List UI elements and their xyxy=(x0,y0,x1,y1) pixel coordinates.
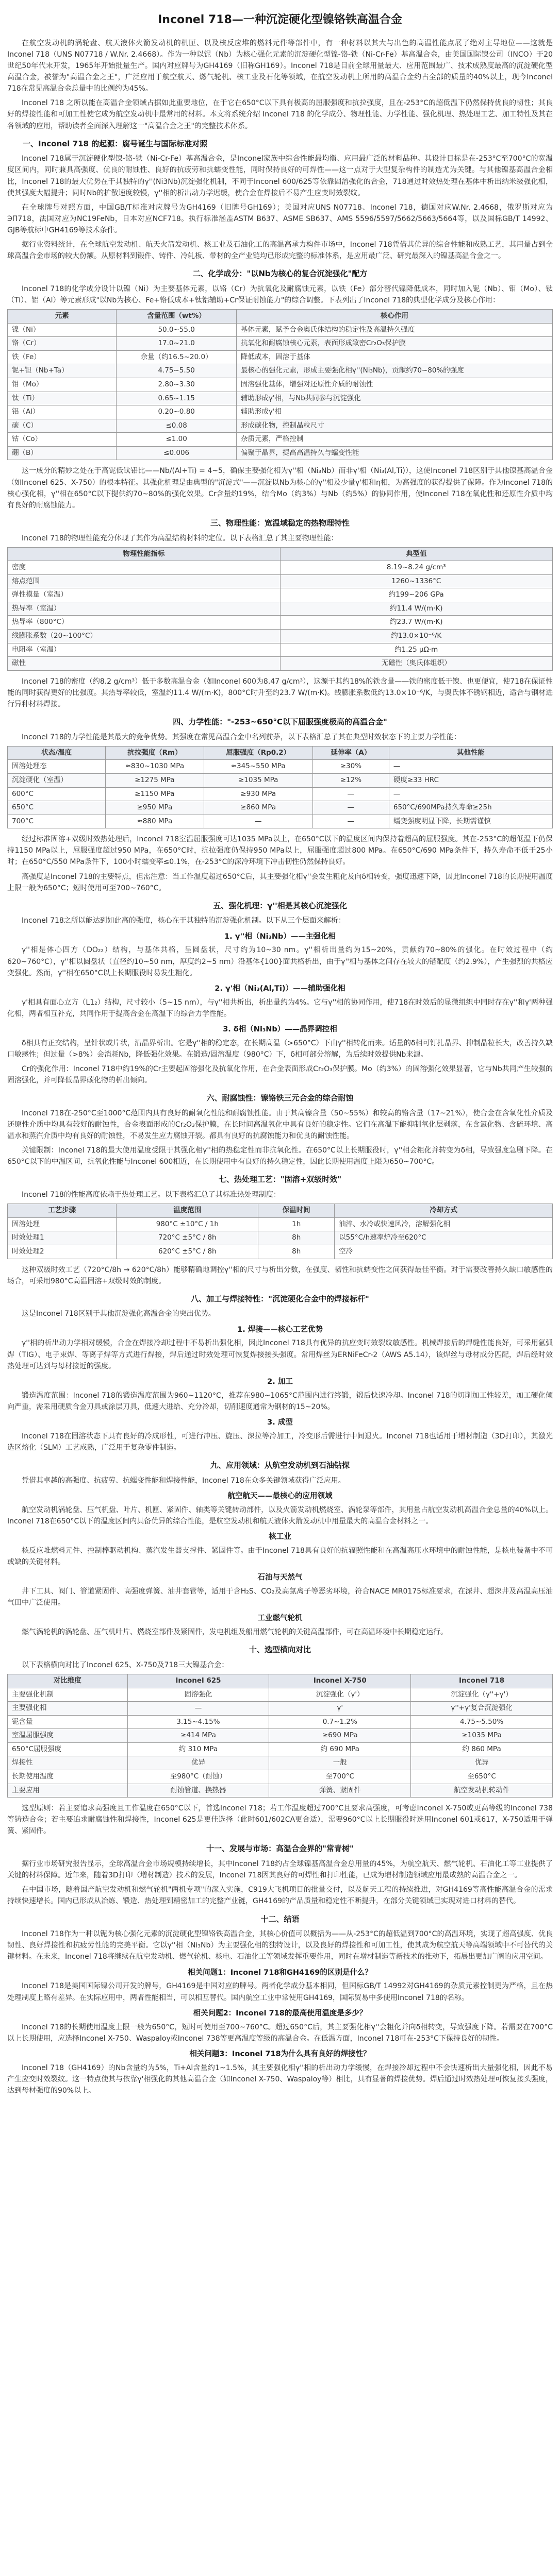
table-cell: 铌+钽（Nb+Ta） xyxy=(8,364,117,378)
table-cell: 8h xyxy=(258,1245,335,1259)
table-cell: 弹簧、紧固件 xyxy=(269,1784,411,1798)
table-header-cell: 工艺步骤 xyxy=(8,1204,117,1218)
table-cell: ≤0.006 xyxy=(117,446,237,460)
table-cell: 8.19~8.24 g/cm³ xyxy=(280,561,553,575)
title-en: Inconel 718 xyxy=(158,13,232,26)
section-6-heading: 六、耐腐蚀性：镍铬铁三元合金的综合耐蚀 xyxy=(206,1093,354,1103)
table-row xyxy=(8,446,553,460)
table-cell: 磁性 xyxy=(8,657,281,671)
table-row xyxy=(8,1217,553,1231)
section-5-1-paragraph: γ''相是体心四方（DO₂₂）结构，与基体共格，呈圆盘状，尺寸约为10~30 nm。γ''相析出量约为15~20%，贡献约70~80%的强化。在时效过程中（约620~760°C），γ''相以圆盘状（直径约10~50 nm，厚度约2~5 nm）沿基体{100}面共格析出，由于γ''相与基体之间存在较大的错配度（约2.9%），产生强烈的共格应变强化。然而，γ''相在650°C以上长期服役时易发生粗化。 xyxy=(7,946,553,977)
table-cell: 辅助形成γ'相 xyxy=(236,405,552,419)
table-row xyxy=(8,1688,553,1702)
table-cell: — xyxy=(127,1702,269,1716)
section-4-paragraph: Inconel 718的力学性能是其最大的竞争优势。其强度在常见高温合金中名列前茅，以下表格汇总了其在典型时效状态下的主要力学性能： xyxy=(22,733,461,741)
table-cell: 约 310 MPa xyxy=(127,1742,269,1756)
table-row xyxy=(8,323,553,337)
section-5-2-paragraph: γ'相具有面心立方（L1₂）结构，尺寸较小（5~15 nm），与γ''相共析出，析出量约为4%。它与γ''相的协同作用，使718在时效后的显微组织中同时存在γ''和γ'两种强化相，两者相互补充，共同作用于提高合金在高温下的综合力学性能。 xyxy=(7,998,553,1018)
comparison-table xyxy=(7,1674,553,1798)
table-cell: 电阻率（室温） xyxy=(8,643,281,657)
table-cell: ≥690 MPa xyxy=(269,1729,411,1743)
section-5-heading: 五、强化机理：γ''相是其核心沉淀强化 xyxy=(213,901,347,910)
table-row xyxy=(8,561,553,575)
table-cell: 固溶强化 xyxy=(127,1688,269,1702)
section-1-heading: 一、Inconel 718 的起源：腐号诞生与国际标准对照 xyxy=(23,139,208,148)
table-cell: 硼（B） xyxy=(8,446,117,460)
table-cell: 1260~1336°C xyxy=(280,574,553,588)
section-8-heading: 八、加工与焊接特性："沉淀硬化合金中的焊接标杆" xyxy=(191,1294,369,1303)
table-row xyxy=(8,1756,553,1770)
table-cell: ≈880 MPa xyxy=(106,815,204,828)
table-cell: γ''+γ'复合沉淀强化 xyxy=(411,1702,553,1716)
table-row xyxy=(8,1784,553,1798)
table-cell: 4.75~5.50% xyxy=(411,1715,553,1729)
section-8-1-heading: 1. 焊接——核心工艺优势 xyxy=(237,1325,323,1334)
section-8-intro: 这是Inconel 718区别于其他沉淀强化高温合金的突出优势。 xyxy=(22,1310,216,1318)
faq-1-heading: 相关问题1：Inconel 718和GH4169的区别是什么？ xyxy=(188,1968,372,1977)
table-row xyxy=(8,760,553,774)
section-5-3-heading: 3. δ相（Ni₃Nb）——晶界调控相 xyxy=(223,1025,337,1033)
table-cell: 形成碳化物，控制晶粒尺寸 xyxy=(236,419,552,433)
section-12-paragraph: Inconel 718作为一种以铌为核心强化元素的沉淀硬化型镍铬铁高温合金，其核心价值可以概括为——从-253°C的超低温到700°C的高温环境，实现了超高强度、优良韧性、良好焊接性和抗疲劳性能的完美平衡。它以γ''相（Ni₃Nb）为主要强化相的独特设计，以及良好的焊接性和可加工性，使其成为航空航天等高端领域中不可替代的关键材料。在未来，Inconel 718将继续在航空发动机、燃气轮机、核电、石油化工等领域发挥重要作用，同时在增材制造等新技术的推动下，拓展出更加广阔的应用空间。 xyxy=(7,1930,553,1961)
table-cell: 约23.7 W/(m·K) xyxy=(280,616,553,630)
table-header-cell: 核心作用 xyxy=(236,310,552,324)
table-header-cell: 含量范围（wt%） xyxy=(117,310,237,324)
table-cell: — xyxy=(389,760,552,774)
faq-1-answer: Inconel 718是美国国际镍公司开发的牌号，GH4169是中国对应的牌号。两者化学成分基本相同，但国标GB/T 14992对GH4169的杂质元素控制更为严格，且在热处理制度上略有差异。在实际应用中，两者性能相当，可以相互替代。国内航空工业中常使用GH4169，国际贸易中多使用Inconel 718的名称。 xyxy=(7,1982,553,2002)
table-header-cell: Inconel X-750 xyxy=(269,1674,411,1688)
section-11-heading: 十一、发展与市场：高温合金界的"常青树" xyxy=(206,1844,354,1854)
table-cell: 硬度≥33 HRC xyxy=(389,773,552,787)
section-5-2-heading: 2. γ'相（Ni₃(Al,Ti)）——辅助强化相 xyxy=(215,984,345,993)
section-2-heading: 二、化学成分："以Nb为核心的复合沉淀强化"配方 xyxy=(192,269,368,279)
section-4-paragraph: 经过标准固溶+双级时效热处理后，Inconel 718室温屈服强度可达1035 MPa以上，在650°C以下的温度区间内保持着超高的屈服强度。其在-253°C的超低温下仍保持1150 MPa以上，屈服强度超过950 MPa，在650°C时，抗拉强度仍保持950 MPa以上，屈服强度超过800 MPa。在650°C/690 MPa条件下，持久寿命不低于25小时；在650°C/550 MPa条件下，100小时蠕变率≤0.1%，在-253°C的深冷环境下冲击韧性仍然保持良好。 xyxy=(7,835,553,867)
section-12-heading: 十二、结语 xyxy=(260,1914,300,1924)
table-cell: ≥414 MPa xyxy=(127,1729,269,1743)
table-cell: 50.0~55.0 xyxy=(117,323,237,337)
table-cell: 偏聚于晶界，提高高温持久与蠕变性能 xyxy=(236,446,552,460)
table-cell: 约 690 MPa xyxy=(269,1742,411,1756)
section-8-2-heading: 2. 加工 xyxy=(267,1377,293,1386)
table-cell: 余量（约16.5~20.0） xyxy=(117,350,237,364)
table-cell: 650°C屈服强度 xyxy=(8,1742,128,1756)
application-aerospace-heading: 航空航天——最核心的应用领域 xyxy=(227,1492,333,1500)
table-cell: 650°C/690MPa持久寿命≥25h xyxy=(389,801,552,815)
table-cell: 空冷 xyxy=(335,1245,553,1259)
table-row xyxy=(8,378,553,392)
table-cell: 约 860 MPa xyxy=(411,1742,553,1756)
table-cell: 980°C ±10°C / 1h xyxy=(117,1217,258,1231)
application-oil-gas-heading: 石油与天然气 xyxy=(257,1573,303,1582)
table-cell: ≥1035 MPa xyxy=(204,773,312,787)
table-cell: 约11.4 W/(m·K) xyxy=(280,602,553,616)
table-cell: 0.7~1.2% xyxy=(269,1715,411,1729)
table-cell: 熔点范围 xyxy=(8,574,281,588)
table-cell: ≈830~1030 MPa xyxy=(106,760,204,774)
table-row xyxy=(8,602,553,616)
title-dash: — xyxy=(232,13,243,26)
section-3-paragraph: Inconel 718的物理性能充分体现了其作为高温结构材料的定位。以下表格汇总了其主要物理性能： xyxy=(22,534,338,543)
table-cell: 4.75~5.50 xyxy=(117,364,237,378)
table-cell: ≥930 MPa xyxy=(204,787,312,801)
table-header-cell: 屈服强度（Rp0.2） xyxy=(204,746,312,760)
table-cell: 室温屈服强度 xyxy=(8,1729,128,1743)
table-cell: 沉淀强化（γ''+γ'） xyxy=(411,1688,553,1702)
section-8-1-paragraph: γ''相的析出动力学相对缓慢，合金在焊接冷却过程中不易析出强化相，因此Inconel 718具有优异的抗应变时效裂纹敏感性。机械焊接后的焊缝性能良好，可采用氩弧焊（TIG）、电子束焊、等离子焊等方式进行焊接，焊后通过时效处理可恢复焊接接头强度。常用焊丝为ERNiFeCr-2（AWS A5.14），该焊丝与母材成分匹配，焊后经时效热处理可达到与母材接近的强度。 xyxy=(7,1339,553,1370)
table-row xyxy=(8,801,553,815)
section-11-paragraph: 在中国市场，随着国产航空发动机和燃气轮机"两机专项"的深入实施，C919大飞机项目的批量交付，以及航天工程的持续推进，对GH4169等高性能高温合金的需求持续快速增长。国内已形成从冶炼、锻造、热处理到精密加工的完整产业链，GH4169的产品质量和稳定性不断提升，在部分关键领域已实现对进口材料的替代。 xyxy=(7,1886,553,1906)
section-3-note: Inconel 718的密度（约8.2 g/cm³）低于多数高温合金（如Inconel 600为8.47 g/cm³），这源于其约18%的铁含量——铁的密度低于镍、也更便宜，使718在保证性能的同时获得更好的比强度。其热导率较低，室温约11.4 W/(m·K)，800°C时升至约23.7 W/(m·K)。线膨胀系数低约13.0×10⁻⁶/K，与奥氏体不锈钢相近，适合与钢材进行异种材料焊接。 xyxy=(7,677,553,708)
table-cell: 0.20~0.80 xyxy=(117,405,237,419)
table-row xyxy=(8,643,553,657)
table-row xyxy=(8,588,553,602)
table-cell: 辅助形成γ'相，与Nb共同参与沉淀强化 xyxy=(236,392,552,405)
section-4-heading: 四、力学性能："-253~650°C以下屈服强度极高的高温合金" xyxy=(173,717,387,727)
table-header-cell: 温度范围 xyxy=(117,1204,258,1218)
table-cell: 沉淀硬化（室温） xyxy=(8,773,106,787)
table-cell: 700°C xyxy=(8,815,106,828)
section-5-note: Cr的强化作用：Inconel 718中约19%的Cr主要起固溶强化及抗氧化作用，在合金表面形成Cr₂O₃保护膜。Mo（约3%）的固溶强化效果显著，它与Nb共同产生较强的固溶强化，并可降低晶界碳化物的析出倾向。 xyxy=(7,1065,553,1085)
section-6-paragraph: Inconel 718在-250°C至1000°C范围内具有良好的耐氧化性能和耐腐蚀性能。由于其高镍含量（50~55%）和较高的铬含量（17~21%），使合金在含氧化性介质及还原性介质中均具有较好的耐蚀性，合金表面形成的Cr₂O₃保护膜，在长时间高温氧化中具有良好的稳定性。它们在高温下能抑制氧化层剥落，在含氯化物、含硫环境、高温水和蒸汽介质中均有良好的耐蚀性，不易发生应力腐蚀开裂。都具有良好的抗腐蚀能力和优良的耐蚀性能。 xyxy=(7,1109,553,1141)
intro-paragraph-1: 在航空发动机的涡轮盘、航天液体火箭发动机的机匣、以及核反应堆的燃料元件等部件中，有一种材料以其大与出色的高温性能点展了绝对主导地位——这就是Inconel 718（UNS N07718 / W.Nr. 2.4668）。作为一种以铌（Nb）为核心强化元素的沉淀硬化型镍-铬-铁（Ni-Cr-Fe）基高温合金，由美国国际镍公司（INCO）于20世纪50年代末开发，1965年开始批量生产。国内对应牌号为GH4169（旧称GH169）。Inconel 718是目前全球用量最大、应用范围最广、技术成熟度最高的沉淀硬化型高温合金，被誉为"高温合金之王"，广泛应用于航空航天、燃气轮机、核工业及石化等领域，在航空发动机上所用的高温合金约占全部的质量的40%以上，现今Inconel 718在常见高温合金总量中的比例约为45%。 xyxy=(7,39,553,93)
table-cell: 弹性模量（室温） xyxy=(8,588,281,602)
table-header-cell: 典型值 xyxy=(280,547,553,561)
table-cell: 抗氧化和耐腐蚀核心元素，表面形成致密Cr₂O₃保护膜 xyxy=(236,337,552,351)
faq-2-heading: 相关问题2：Inconel 718的最高使用温度是多少？ xyxy=(193,2009,367,2018)
table-header-cell: Inconel 625 xyxy=(127,1674,269,1688)
table-cell: 碳（C） xyxy=(8,419,117,433)
table-cell: ≥1035 MPa xyxy=(411,1729,553,1743)
table-cell: 主要强化机制 xyxy=(8,1688,128,1702)
table-cell: 热导率（室温） xyxy=(8,602,281,616)
table-cell: — xyxy=(389,787,552,801)
application-aerospace-paragraph: 航空发动机涡轮盘、压气机盘、叶片、机匣、紧固件、轴类等关键转动部件，以及火箭发动机燃烧室、涡轮泵等部件，其用量占航空发动机高温合金总量的40%以上。Inconel 718在650°C以下的温度区间内具备优异的综合性能，是航空发动机和航天液体火箭发动机中用量最大的高温合金材料之一。 xyxy=(7,1505,553,1526)
table-cell: 17.0~21.0 xyxy=(117,337,237,351)
section-6-paragraph: 关键限制：Inconel 718的最大使用温度受限于其强化相γ''相的热稳定性而非抗氧化性。在650°C以上长期服役时，γ''相会粗化并转变为δ相，导致强度急剧下降。在650°C以下的中温区间，抗氧化性能与Inconel 600相近，在长期使用中有良好的持久稳定性，因此长期使用温度上限为650~700°C。 xyxy=(7,1146,553,1166)
application-nuclear-paragraph: 核反应堆燃料元件、控制棒驱动机构、蒸汽发生器支撑件、紧固件等。由于Inconel 718具有良好的抗辐照性能和在高温高压水环境中的耐蚀性能，是核电装备中不可或缺的关键材料。 xyxy=(7,1546,553,1566)
table-cell: 650°C xyxy=(8,801,106,815)
table-cell: 至700°C xyxy=(269,1770,411,1784)
table-header-cell: 其他性能 xyxy=(389,746,552,760)
table-row xyxy=(8,616,553,630)
table-row xyxy=(8,815,553,828)
application-gas-turbine-paragraph: 燃气涡轮机的涡轮盘、压气机叶片、燃烧室部件及紧固件，发电机组及船用燃气轮机的关键高温部件，可在高温环境中长期稳定运行。 xyxy=(22,1628,448,1637)
table-cell: 1h xyxy=(258,1217,335,1231)
table-cell: ≤0.08 xyxy=(117,419,237,433)
table-cell: 主要强化相 xyxy=(8,1702,128,1716)
table-cell: 620°C ±5°C / 8h xyxy=(117,1245,258,1259)
table-row xyxy=(8,1770,553,1784)
section-11-paragraph: 据行业市场研究报告显示，全球高温合金市场规模持续增长，其中Inconel 718约占全球镍基高温合金总用量的45%，为航空航天、燃气轮机、石油化工等工业提供了关键的材料保障。近年来，随着3D打印（增材制造）技术的发展，Inconel 718因其良好的可焊性和打印性能，已成为增材制造领域应用最成熟的高温合金之一。 xyxy=(7,1860,553,1880)
table-cell: 以55°C/h速率炉冷至620°C xyxy=(335,1231,553,1245)
table-row xyxy=(8,350,553,364)
table-cell: 降低成本，固溶于基体 xyxy=(236,350,552,364)
table-cell: 优异 xyxy=(127,1756,269,1770)
table-row xyxy=(8,1715,553,1729)
table-cell: ≥12% xyxy=(312,773,389,787)
table-header-cell: 抗拉强度（Rm） xyxy=(106,746,204,760)
table-cell: 约1.25 μΩ·m xyxy=(280,643,553,657)
section-1-paragraph: Inconel 718属于沉淀硬化型镍-铬-铁（Ni-Cr-Fe）基高温合金，是Inconel家族中综合性能最均衡、应用最广泛的材料品种。其设计目标是在-253°C至700°C的宽温度区间内，同时兼具高强度、优良的耐蚀性、良好的抗疲劳和抗蠕变性能，同时保持良好的可焊性——这一点对于大型复杂构件的制造尤为关键。与其他镍基高温合金相比，Inconel 718的最大优势在于其独特的γ''(Ni3Nb)沉淀强化机制，不同于Inconel 600/625等依靠固溶强化的合金，718通过时效热处理在基体中析出纳米级强化相，使其强度大幅提升；同时Nb的扩散速度较慢，γ''相的析出动力学迟缓，使合金在焊接后不易产生应变时效裂纹。 xyxy=(7,155,553,197)
table-cell: 优异 xyxy=(411,1756,553,1770)
section-10-intro: 以下表格横向对比了Inconel 625、X-750及718三大镍基合金： xyxy=(22,1660,229,1669)
table-cell: 钛（Ti） xyxy=(8,392,117,405)
page-title xyxy=(7,7,553,36)
table-row xyxy=(8,630,553,643)
table-row xyxy=(8,364,553,378)
section-4-paragraph: 高强度是Inconel 718的主要特点，但需注意：当工作温度超过650°C后，其主要强化相γ''会发生粗化及向δ相转变，强度迅速下降，因此Inconel 718的长期使用温度上限一般为650°C；短时使用可至700~760°C。 xyxy=(7,872,553,892)
section-8-2-paragraph: 锻造温度范围：Inconel 718的锻造温度范围为960~1120°C，推荐在980~1065°C范围内进行终锻，锻后快速冷却。Inconel 718的切削加工性较差，加工硬化倾向严重，需采用硬质合金刀具或涂层刀具，低速大进给、充分冷却，切削速度通常为钢材的15~20%。 xyxy=(7,1391,553,1411)
table-header-cell: 物理性能指标 xyxy=(8,547,281,561)
table-cell: 油淬、水冷或快速风冷，溶解强化相 xyxy=(335,1217,553,1231)
table-cell: 时效处理1 xyxy=(8,1231,117,1245)
table-cell: 蠕变强度明显下降，长期需谨慎 xyxy=(389,815,552,828)
application-oil-gas-paragraph: 井下工具、阀门、管道紧固件、高强度弹簧、油井套管等，适用于含H₂S、CO₂及高氯离子等恶劣环境，符合NACE MR0175标准要求，在深井、超深井及高温高压油气田中广泛使用。 xyxy=(7,1587,553,1607)
section-1-paragraph: 在全球牌号对照方面，中国GB/T标准对应牌号为GH4169（旧牌号GH169）；美国对应UNS N07718、Inconel 718，德国对应W.Nr. 2.4668，俄罗斯对应为ЭП718，法国对应为NC19FeNb，日本对应NCF718。执行标准涵盖ASTM B637、ASME SB637、AMS 5596/5597/5662/5663/5664等，以及国标GB/T 14992、GJB等航标中GH4169等技术条件。 xyxy=(7,203,553,234)
table-cell: ≥1150 MPa xyxy=(106,787,204,801)
table-cell: 固溶处理态 xyxy=(8,760,106,774)
table-header-cell: 对比维度 xyxy=(8,1674,128,1688)
table-cell: ≥860 MPa xyxy=(204,801,312,815)
table-cell: 耐蚀管道、换热器 xyxy=(127,1784,269,1798)
table-cell: 720°C ±5°C / 8h xyxy=(117,1231,258,1245)
table-cell: 热导率（800°C） xyxy=(8,616,281,630)
table-cell: 杂质元素，严格控制 xyxy=(236,433,552,447)
table-cell: 0.65~1.15 xyxy=(117,392,237,405)
table-cell: 至980°C（耐蚀） xyxy=(127,1770,269,1784)
section-8-3-paragraph: Inconel 718在固溶状态下具有良好的冷成形性，可进行冲压、旋压、深拉等冷加工，冷变形后需进行中间退火。Inconel 718也适用于增材制造（3D打印），其激光选区熔化（SLM）工艺成熟，广泛用于复杂零件制造。 xyxy=(7,1432,553,1452)
table-row xyxy=(8,773,553,787)
table-cell: 钼（Mo） xyxy=(8,378,117,392)
table-cell: 一般 xyxy=(269,1756,411,1770)
table-header-cell: Inconel 718 xyxy=(411,1674,553,1688)
table-cell: — xyxy=(204,815,312,828)
table-header-cell: 元素 xyxy=(8,310,117,324)
section-7-heading: 七、热处理工艺："固溶+双级时效" xyxy=(218,1175,342,1184)
mechanical-properties-table xyxy=(7,746,553,828)
table-cell: γ' xyxy=(269,1702,411,1716)
table-row xyxy=(8,574,553,588)
table-row xyxy=(8,787,553,801)
table-cell: ≥1275 MPa xyxy=(106,773,204,787)
section-9-intro: 凭借其卓越的高强度、抗疲劳、抗蠕变性能和焊接性能，Inconel 718在众多关键领域获得广泛应用。 xyxy=(22,1476,345,1485)
faq-3-answer: Inconel 718（GH4169）的Nb含量约为5%，Ti+Al含量约1~1.5%，其主要强化相γ''相的析出动力学缓慢，在焊接冷却过程中不会快速析出大量强化相，因此不易产生应变时效裂纹。这一特点使其与依靠γ'相强化的其他高温合金（如Inconel X-750、Waspaloy等）相比，具有显著的焊接优势。焊后通过时效热处理可恢复接头强度，达到母材强度的90%以上。 xyxy=(7,2063,553,2095)
table-header-cell: 保温时间 xyxy=(258,1204,335,1218)
table-cell: ≥950 MPa xyxy=(106,801,204,815)
table-row xyxy=(8,433,553,447)
section-1-paragraph: 据行业资料统计，在全球航空发动机、航天火箭发动机、核工业及石油化工的高温高承力构件市场中，Inconel 718凭借其优异的综合性能和成熟工艺，其用量占到全球高温合金市场的较大份额。从原材料到锻件、铸件、冷轧板、带材的全产业链均已形成完整的标准体系，是应用最广泛、研究最深入的镍基高温合金之一。 xyxy=(7,241,553,261)
section-7-note: 这种双级时效工艺（720°C/8h → 620°C/8h）能够精确地调控γ''相的尺寸与析出分数，在强度、韧性和抗蠕变性之间获得最佳平衡。对于需要改善持久缺口敏感性的场合，可采用980°C高温固溶+双级时效的制度。 xyxy=(7,1265,553,1285)
faq-3-heading: 相关问题3：Inconel 718为什么具有良好的焊接性？ xyxy=(189,2049,371,2058)
table-cell: 至650°C xyxy=(411,1770,553,1784)
table-cell: 固溶强化基体，增强对还原性介质的耐蚀性 xyxy=(236,378,552,392)
table-cell: 约13.0×10⁻⁶/K xyxy=(280,630,553,643)
table-cell: 3.15~4.15% xyxy=(127,1715,269,1729)
table-cell: 铬（Cr） xyxy=(8,337,117,351)
table-cell: 无磁性（奥氏体组织） xyxy=(280,657,553,671)
table-cell: 铝（Al） xyxy=(8,405,117,419)
application-nuclear-heading: 核工业 xyxy=(269,1532,291,1541)
table-cell: — xyxy=(312,801,389,815)
section-10-note: 选型原则：若主要追求高强度且工作温度在650°C以下，首选Inconel 718；若工作温度超过700°C且要求高强度，可考虑Inconel X-750或更高等级的Inconel 738等铸造合金；若主要追求耐腐蚀性和焊接性，Inconel 625是更佳选择（此时601/602CA更合适），需要960°C以上长期服役时选用Inconel 601或617，X-750适用于弹簧、紧固件。 xyxy=(7,1804,553,1836)
table-cell: ≥30% xyxy=(312,760,389,774)
table-row xyxy=(8,419,553,433)
table-cell: 镍（Ni） xyxy=(8,323,117,337)
table-cell: — xyxy=(312,815,389,828)
table-cell: 时效处理2 xyxy=(8,1245,117,1259)
section-10-heading: 十、选型横向对比 xyxy=(249,1645,311,1655)
section-5-3-paragraph: δ相具有正交结构，呈针状或片状，沿晶界析出。它是γ''相的稳定态，在长期高温（>650°C）下由γ''相转化而来。适量的δ相可钉扎晶界、抑制晶粒长大，改善持久缺口敏感性；但过量（>8%）会消耗Nb，降低强化效果。在锻造/固溶温度（980°C）下，δ相可部分溶解，为后续时效提供Nb来源。 xyxy=(7,1039,553,1059)
table-cell: 600°C xyxy=(8,787,106,801)
table-cell: 2.80~3.30 xyxy=(117,378,237,392)
table-cell: 航空发动机转动件 xyxy=(411,1784,553,1798)
table-header-cell: 延伸率（A） xyxy=(312,746,389,760)
table-row xyxy=(8,1702,553,1716)
table-cell: 主要应用 xyxy=(8,1784,128,1798)
table-cell: 密度 xyxy=(8,561,281,575)
table-cell: 最核心的强化元素，形成主要强化相γ''(Ni₃Nb)，贡献约70~80%的强度 xyxy=(236,364,552,378)
section-5-1-heading: 1. γ''相（Ni₃Nb）——主强化相 xyxy=(224,932,336,941)
title-zh: 一种沉淀硬化型镍铬铁高温合金 xyxy=(243,13,402,26)
table-header-cell: 冷却方式 xyxy=(335,1204,553,1218)
section-2-paragraph: Inconel 718的化学成分设计以镍（Ni）为主要基体元素，以铬（Cr）为抗氧化及耐腐蚀元素，以铁（Fe）部分替代镍降低成本，同时加入铌（Nb）、钼（Mo）、钛（Ti）、铝（Al）等元素形成"以Nb为核心、Fe+铬低成本+钛铝辅助+Cr保证耐蚀能力"的综合调整。下表列出了Inconel 718的典型化学成分及核心作用： xyxy=(7,284,553,305)
section-7-paragraph: Inconel 718的性能高度依赖于热处理工艺。以下表格汇总了其标准热处理制度： xyxy=(22,1191,281,1199)
table-row xyxy=(8,405,553,419)
application-gas-turbine-heading: 工业燃气轮机 xyxy=(257,1614,303,1623)
table-header-cell: 状态/温度 xyxy=(8,746,106,760)
section-9-heading: 九、应用领域：从航空发动机到石油钻探 xyxy=(210,1461,350,1470)
table-cell: 约199~206 GPa xyxy=(280,588,553,602)
table-row xyxy=(8,1742,553,1756)
table-cell: 基体元素，赋予合金奥氏体结构的稳定性及高温持久强度 xyxy=(236,323,552,337)
intro-paragraph-2: Inconel 718 之所以能在高温合金领域占据如此重要地位，在于它在650°C以下具有极高的屈服强度和抗拉强度，且在-253°C的超低温下仍然保持优良的韧性；其良好的焊接性能和可加工性使它成为航空发动机中最常用的材料。本文将系统介绍 Inconel 718 的化学成分、物理性能、力学性能、强化机理、热处理工艺、加工特性及其在各领域的应用，帮助读者全面深入理解这一"高温合金之王"的完整技术体系。 xyxy=(7,99,553,130)
table-row xyxy=(8,657,553,671)
physical-properties-table xyxy=(7,547,553,671)
table-cell: ≈345~550 MPa xyxy=(204,760,312,774)
table-cell: 长期使用温度 xyxy=(8,1770,128,1784)
table-cell: 铁（Fe） xyxy=(8,350,117,364)
table-cell: — xyxy=(312,787,389,801)
table-cell: 铌含量 xyxy=(8,1715,128,1729)
table-cell: 沉淀强化（γ'） xyxy=(269,1688,411,1702)
heat-treatment-table xyxy=(7,1204,553,1259)
table-row xyxy=(8,1231,553,1245)
table-cell: ≤1.00 xyxy=(117,433,237,447)
table-row xyxy=(8,392,553,405)
table-cell: 线膨胀系数（20~100°C） xyxy=(8,630,281,643)
table-cell: 焊接性 xyxy=(8,1756,128,1770)
table-cell: 8h xyxy=(258,1231,335,1245)
section-5-intro: Inconel 718之所以能达到如此高的强度，核心在于其独特的沉淀强化机制。以下从三个层面来解析： xyxy=(22,917,345,925)
section-3-heading: 三、物理性能：宽温域稳定的热物理特性 xyxy=(210,518,350,528)
table-row xyxy=(8,1729,553,1743)
table-cell: 钴（Co） xyxy=(8,433,117,447)
composition-table xyxy=(7,309,553,460)
faq-2-answer: Inconel 718的长期使用温度上限一般为650°C，短时可使用至700~760°C。超过650°C后，其主要强化相γ''会粗化并向δ相转变，导致强度下降。若需要在700°C以上长期使用，应选择Inconel X-750、Waspaloy或Inconel 738等更高温度等级的高温合金。在低温方面，Inconel 718可在-253°C下保持良好的韧性。 xyxy=(7,2023,553,2043)
section-2-note: 这一成分的精妙之处在于高铌低钛铝比——Nb/(Al+Ti) = 4~5，确保主要强化相为γ''相（Ni₃Nb）而非γ'相（Ni₃(Al,Ti)），这使Inconel 718区别于其他镍基高温合金（如Inconel 625、X-750）的根本特征。其强化机理是由典型的"沉淀式"——沉淀以Nb为核心的γ''相及少量γ'相和η相，为高强度的获得提供了保障。作为Inconel 718的核心强化相，γ''相在650°C以下提供约70~80%的强化效果。Cr含量约19%，结合Mo（约3%）与Nb（约5%）的协同作用，使Inconel 718在氧化性和还原性介质中均有良好的耐腐蚀能力。 xyxy=(7,467,553,510)
table-cell: 固溶处理 xyxy=(8,1217,117,1231)
bottom-spacer xyxy=(7,2099,553,2110)
table-row xyxy=(8,337,553,351)
section-8-3-heading: 3. 成型 xyxy=(267,1418,293,1427)
table-row xyxy=(8,1245,553,1259)
